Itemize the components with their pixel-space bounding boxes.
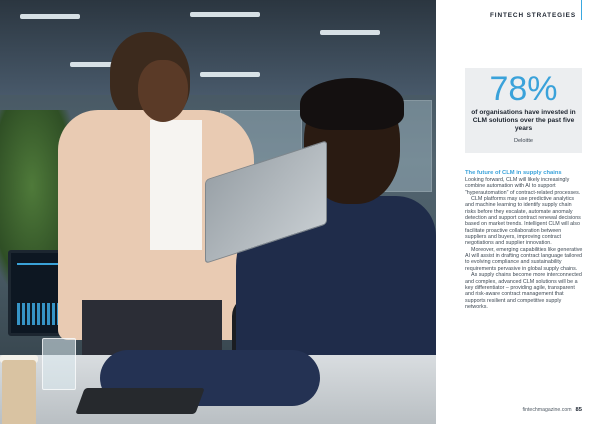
section-rule	[581, 0, 582, 20]
page-footer	[523, 407, 582, 413]
article-heading: The future of CLM in supply chains	[465, 170, 562, 176]
stat-source: Deloitte	[514, 138, 533, 144]
page-number: 85	[575, 407, 582, 413]
coffee-cup	[2, 360, 36, 424]
article-paragraph: Moreover, emerging capabilities like generative AI will assist in drafting contract language tailored to evolving compliance and sustainability requirements pervasive in global supply chains.	[465, 246, 583, 272]
article-paragraph: CLM platforms may use predictive analytics and machine learning to identify supply chain risks before they escalate, automate anomaly detection and support contract renewal decisions based on market trends. Intelligent CLM will also facilitate proactive collaboration between suppliers and buyers, improving contract negotiations and supplier innovation.	[465, 196, 581, 247]
woman-shirt	[150, 120, 202, 250]
woman-face	[138, 60, 188, 122]
section-title: FINTECH STRATEGIES	[489, 12, 576, 19]
stat-value: 78%	[489, 70, 558, 108]
article-paragraph: Looking forward, CLM will likely increasingly combine automation with AI to support “hyperautomation” of contract-related processes.	[465, 177, 581, 196]
footer-site: fintechmagazine.com	[522, 407, 572, 413]
monitor-chart-line	[17, 263, 61, 265]
ceiling-light	[320, 30, 380, 35]
man-hair	[300, 78, 404, 130]
water-glass	[42, 338, 76, 390]
keyboard	[75, 388, 204, 414]
ceiling-light	[190, 12, 260, 17]
article-body	[465, 170, 583, 310]
ceiling-light	[20, 14, 80, 19]
ceiling-light	[200, 72, 260, 77]
stat-callout	[465, 68, 582, 153]
monitor-chart-bars	[17, 303, 61, 325]
stat-description: of organisations have invested in CLM solutions over the past five years	[471, 109, 576, 133]
article-paragraph: As supply chains become more interconnected and complex, advanced CLM solutions will be a key differentiator – providing agile, transparent and risk-aware contract management that supports resilient and competitive supply networks.	[465, 272, 582, 310]
